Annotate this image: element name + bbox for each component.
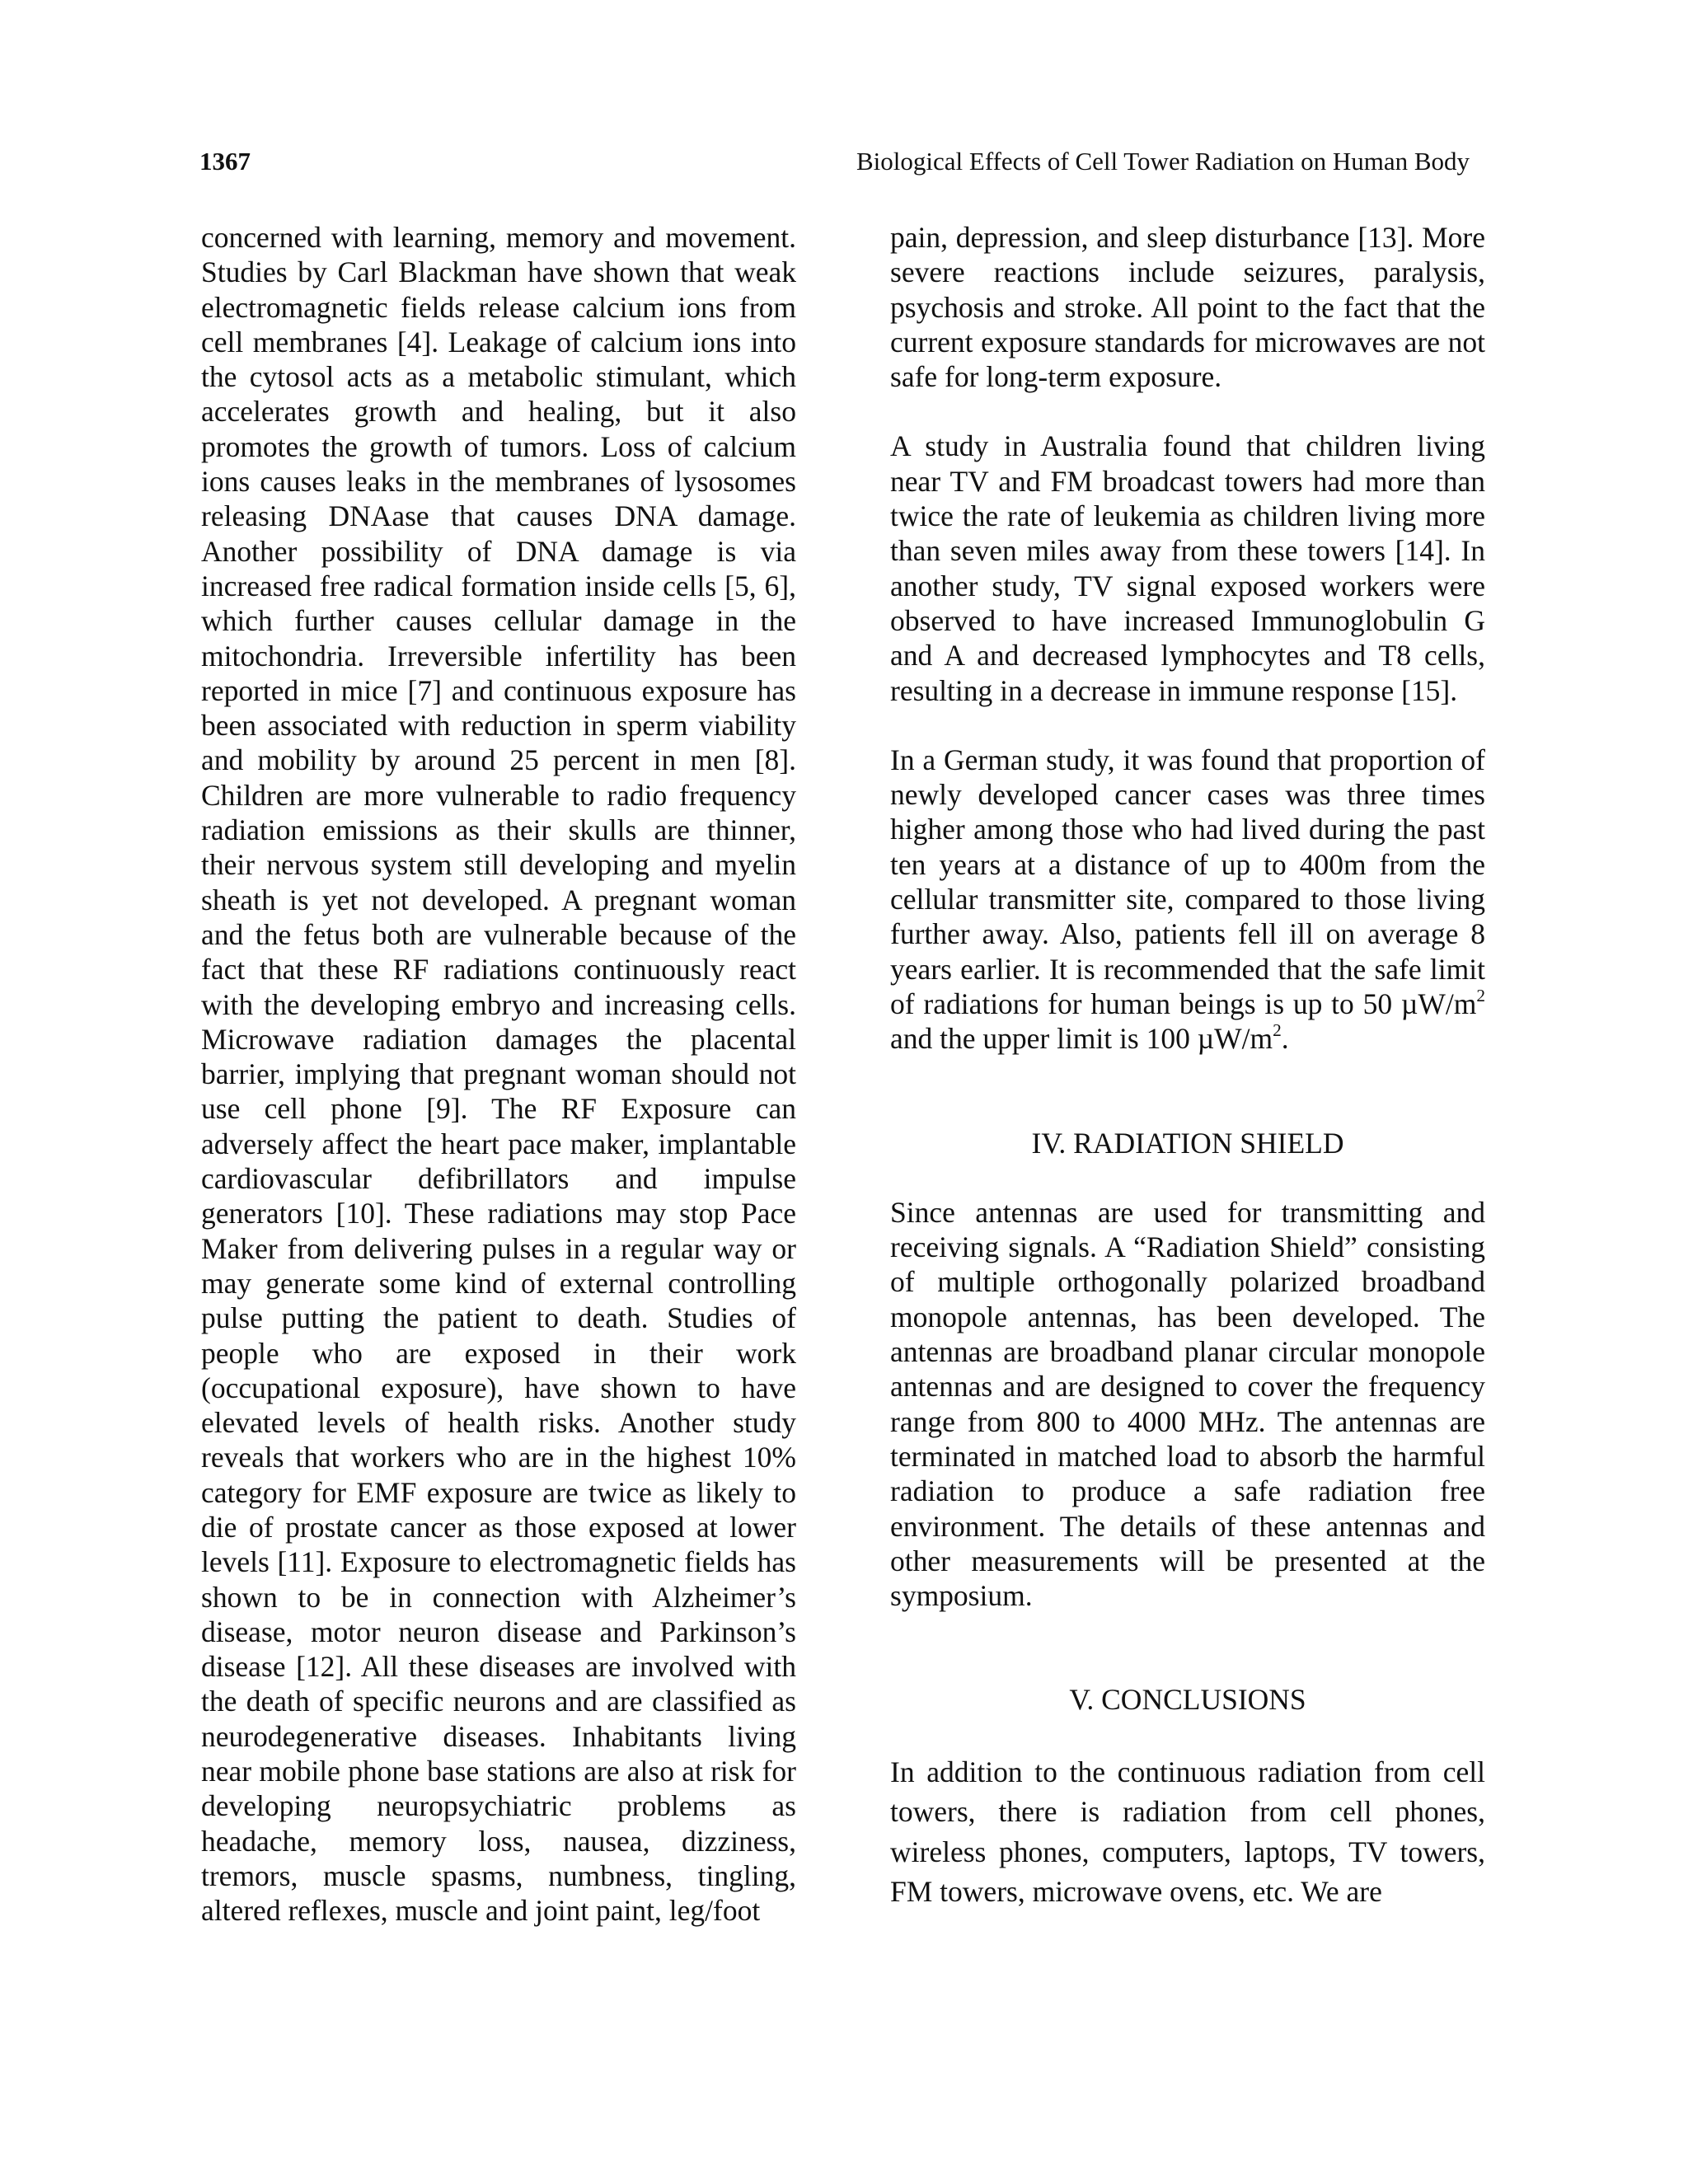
body-paragraph: In addition to the continuous radiation from cell towers, there is radiation from cell phones, wireless phones, computers, laptops, TV towers, FM towers, microwave ovens, etc. We are (890, 1755, 1485, 1909)
body-paragraph: pain, depression, and sleep disturbance [13]. More severe reactions include seizures, paralysis, psychosis and stroke. All point to the fact that the current exposure standards for microwaves are not safe for long-term exposure. (890, 221, 1485, 394)
superscript: 2 (1476, 986, 1485, 1006)
paragraph-spacer (890, 1160, 1485, 1195)
body-paragraph: A study in Australia found that children living near TV and FM broadcast towers had more than twice the rate of leukemia as children living more than seven miles away from these towers [14]. In another study, TV signal exposed workers were observed to have increased Immunoglobulin G and A and decreased lymphocytes and T8 cells, resulting in a decrease in immune response [15]. (890, 429, 1485, 707)
body-paragraph: Since antennas are used for transmitting and receiving signals. A “Radiation Shield” consisting of multiple orthogonally polarized broadband monopole antennas, has been developed. The antennas are broadband planar circular monopole antennas and are designed to cover the frequency range from 800 to 4000 MHz. The antennas are terminated in matched load to absorb the harmful radiation to produce a safe radiation free environment. The details of these antennas and other measurements will be presented at the symposium. (890, 1195, 1485, 1613)
paragraph-spacer (890, 394, 1485, 429)
section-spacer (890, 1057, 1485, 1126)
paragraph-spacer (890, 708, 1485, 743)
page-number: 1367 (199, 147, 251, 176)
section-heading: V. CONCLUSIONS (1069, 1683, 1306, 1717)
superscript: 2 (1273, 1020, 1282, 1041)
section-heading: IV. RADIATION SHIELD (1031, 1126, 1344, 1160)
right-column (890, 220, 1485, 1912)
body-paragraph-with-units (890, 743, 1485, 1057)
paragraph-text: and the upper limit is 100 µW/m (890, 1022, 1273, 1056)
paragraph-text: . (1281, 1022, 1289, 1056)
left-column (201, 220, 796, 1929)
paragraph-spacer (890, 1718, 1485, 1752)
section-spacer (890, 1613, 1485, 1682)
body-paragraph: concerned with learning, memory and movement. Studies by Carl Blackman have shown that weak electromagnetic fields release calcium ions from cell membranes [4]. Leakage of calcium ions into the cytosol acts as a metabolic stimulant, which accelerates growth and healing, but it also promotes the growth of tumors. Loss of calcium ions causes leaks in the membranes of lysosomes releasing DNAase that causes DNA damage. Another possibility of DNA damage is via increased free radical formation inside cells [5, 6], which further causes cellular damage in the mitochondria. Irreversible infertility has been reported in mice [7] and continuous exposure has been associated with reduction in sperm viability and mobility by around 25 percent in men [8]. Children are more vulnerable to radio frequency radiation emissions as their skulls are thinner, their nervous system still developing and myelin sheath is yet not developed. A pregnant woman and the fetus both are vulnerable because of the fact that these RF radiations continuously react with the developing embryo and increasing cells. Microwave radiation damages the placental barrier, implying that pregnant woman should not use cell phone [9]. The RF Exposure can adversely affect the heart pace maker, implantable cardiovascular defibrillators and impulse generators [10]. These radiations may stop Pace Maker from delivering pulses in a regular way or may generate some kind of external controlling pulse putting the patient to death. Studies of people who are exposed in their work (occupational exposure), have shown to have elevated levels of health risks. Another study reveals that workers who are in the highest 10% category for EMF exposure are twice as likely to die of prostate cancer as those exposed at lower levels [11]. Exposure to electromagnetic fields has shown to be in connection with Alzheimer’s disease, motor neuron disease and Parkinson’s disease [12]. All these diseases are involved with the death of specific neurons and are classified as neurodegenerative diseases. Inhabitants living near mobile phone base stations are also at risk for developing neuropsychiatric problems as headache, memory loss, nausea, dizziness, tremors, muscle spasms, numbness, tingling, altered reflexes, muscle and joint paint, leg/foot (201, 221, 796, 1928)
paragraph-text: In a German study, it was found that proportion of newly developed cancer cases was three times higher among those who had lived during the past ten years at a distance of up to 400m from the cellular transmitter site, compared to those living further away. Also, patients fell ill on average 8 years earlier. It is recommended that the safe limit of radiations for human beings is up to 50 µW/m (890, 743, 1485, 1020)
running-title: Biological Effects of Cell Tower Radiation on Human Body (856, 147, 1470, 176)
